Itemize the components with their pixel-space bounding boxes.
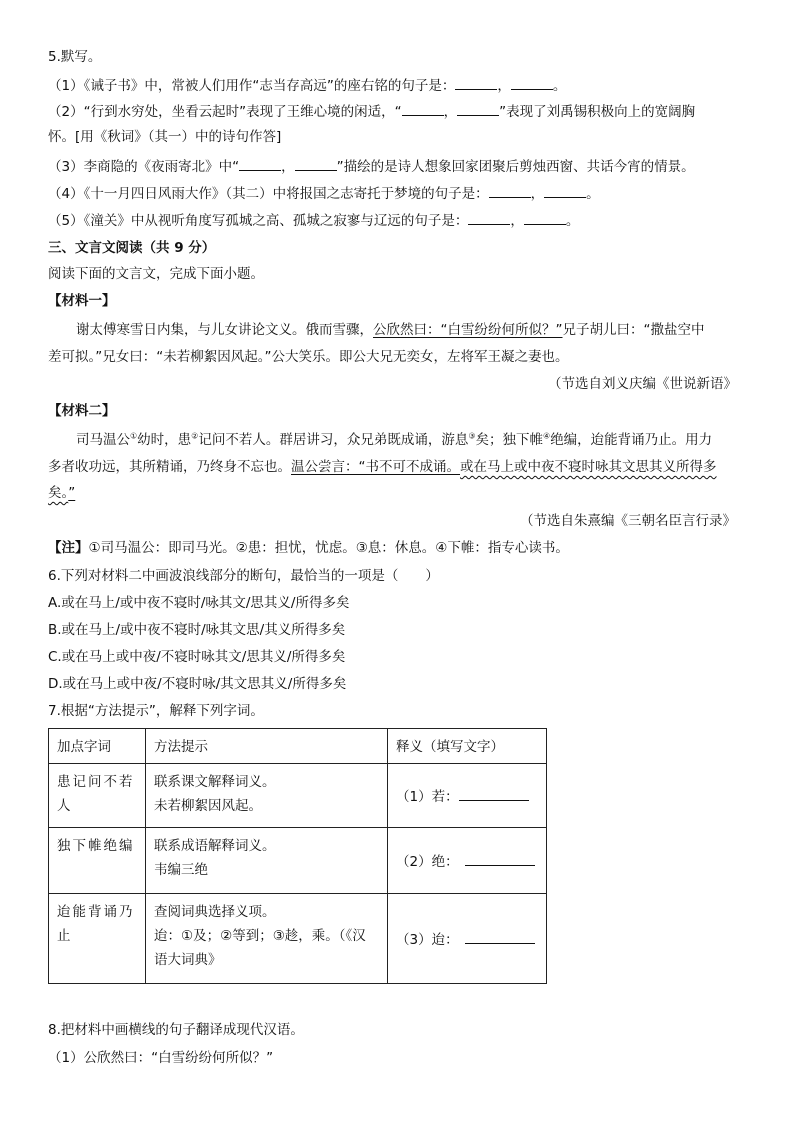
table-header-row	[49, 729, 547, 764]
q5-item-1	[48, 76, 566, 96]
answer-cell	[388, 894, 547, 984]
q6-option-b[interactable]: B.或在马上/或中夜不寝时/咏其文思/其义所得多矣	[48, 622, 346, 638]
m2-text-b: 幼时，患	[137, 432, 192, 448]
q5-item-2	[48, 102, 695, 122]
material-2-label: 【材料二】	[48, 403, 116, 419]
m2-underlined-sentence: 温公尝言：“书不可不成诵。	[291, 459, 460, 475]
q5-item-3-text-a: （3）李商隐的《夜雨寄北》中“	[48, 159, 240, 175]
answer-blank[interactable]	[468, 211, 510, 225]
answer-blank[interactable]	[295, 157, 337, 171]
q6-stem: 6.下列对材料二中画波浪线部分的断句，最恰当的一项是（ ）	[48, 568, 439, 584]
q5-item-2-text-b: ”表现了刘禹锡积极向上的宽阔胸	[499, 104, 696, 120]
answer-label: （2）绝：	[396, 853, 459, 870]
material-1-label: 【材料一】	[48, 293, 116, 309]
comma: ，	[510, 213, 524, 229]
answer-blank[interactable]	[402, 102, 444, 116]
q7-stem: 7.根据“方法提示”，解释下列字词。	[48, 703, 264, 719]
answer-cell	[388, 828, 547, 894]
material-2-line-3	[48, 483, 75, 503]
word-cell: 患记问不若人	[49, 764, 146, 828]
q5-item-4-text: （4）《十一月四日风雨大作》（其二）中将报国之志寄托于梦境的句子是：	[48, 186, 489, 202]
q8-item-1: （1）公欣然曰：“白雪纷纷何所似？”	[48, 1050, 274, 1066]
answer-blank[interactable]	[455, 76, 497, 90]
section-intro: 阅读下面的文言文，完成下面小题。	[48, 266, 264, 282]
q5-item-4	[48, 184, 600, 204]
annotation-note	[48, 538, 569, 558]
word-cell: 独下帷绝编	[49, 828, 146, 894]
answer-blank[interactable]	[457, 102, 499, 116]
q8-stem: 8.把材料中画横线的句子翻译成现代汉语。	[48, 1022, 304, 1038]
table-row	[49, 828, 547, 894]
comma: ，	[281, 159, 295, 175]
material-1-line-1	[76, 320, 705, 340]
hint-line: 联系课文解释词义。	[154, 774, 276, 790]
m2-wavy-sentence-end: 矣。	[48, 485, 69, 501]
m1-text-a: 谢太傅寒雪日内集，与儿女讲论文义。俄而雪骤，	[76, 322, 373, 338]
m1-text-b: 兄子胡儿曰：“撒盐空中	[562, 322, 705, 338]
q5-item-2-cont: 怀。[用《秋词》（其一）中的诗句作答]	[48, 129, 282, 145]
hint-line: 迨：①及；②等到；③趁，乘。（《汉语大词典》	[154, 928, 366, 968]
answer-blank[interactable]	[489, 184, 531, 198]
q6-option-a[interactable]: A.或在马上/或中夜不寝时/咏其文/思其义/所得多矣	[48, 595, 350, 611]
q5-item-5	[48, 211, 579, 231]
hint-cell	[146, 828, 388, 894]
comma: ，	[530, 186, 545, 202]
footnote-marker: ③	[468, 431, 476, 441]
answer-blank[interactable]	[465, 930, 535, 944]
hint-line: 未若柳絮因风起。	[154, 798, 262, 814]
m2-text-f: 多者收功远，其所精诵，乃终身不忘也。	[48, 459, 291, 475]
word-cell: 迨能背诵乃止	[49, 894, 146, 984]
answer-blank[interactable]	[459, 787, 529, 801]
q5-item-3-text-b: ”描绘的是诗人想象回家团聚后剪烛西窗、共话今宵的情景。	[336, 159, 695, 175]
hint-cell	[146, 894, 388, 984]
material-1-line-2: 差可拟。”兄女曰：“未若柳絮因风起。”公大笑乐。即公大兄无奕女，左将军王凝之妻也。	[48, 349, 569, 365]
comma: ，	[443, 104, 458, 120]
q5-item-1-text: （1）《诫子书》中，常被人们用作“志当存高远”的座右铭的句子是：	[48, 78, 456, 94]
table-row	[49, 764, 547, 828]
q5-title: 5.默写。	[48, 49, 102, 65]
period: 。	[565, 213, 580, 229]
answer-blank[interactable]	[544, 184, 586, 198]
note-label: 【注】	[48, 540, 89, 556]
header-cell: 释义（填写文字）	[388, 729, 547, 764]
q5-item-3	[48, 157, 695, 177]
material-2-line-1	[76, 430, 712, 450]
comma: ，	[497, 78, 511, 94]
q5-item-2-text-a: （2）“行到水穷处，坐看云起时”表现了王维心境的闲适，“	[48, 104, 402, 120]
m2-text-e: 绝编，迨能背诵乃止。用力	[550, 432, 713, 448]
footnote-marker: ①	[130, 431, 138, 441]
material-2-source: （节选自朱熹编《三朝名臣言行录》	[520, 513, 736, 529]
m2-text-a: 司马温公	[76, 432, 130, 448]
period: 。	[552, 78, 567, 94]
q6-option-c[interactable]: C.或在马上或中夜/不寝时咏其文/思其义/所得多矣	[48, 649, 346, 665]
q5-item-5-text: （5）《潼关》中从视听角度写孤城之高、孤城之寂寥与辽远的句子是：	[48, 213, 469, 229]
answer-label: （1）若：	[396, 788, 459, 805]
q7-table	[48, 728, 547, 984]
hint-line: 韦编三绝	[154, 862, 208, 878]
answer-label: （3）迨：	[396, 931, 459, 948]
note-text: ①司马温公：即司马光。②患：担忧，忧虑。③息：休息。④下帷：指专心读书。	[88, 540, 569, 556]
answer-cell	[388, 764, 547, 828]
material-1-source: （节选自刘义庆编《世说新语》	[548, 376, 737, 392]
answer-blank[interactable]	[524, 211, 566, 225]
hint-line: 联系成语解释词义。	[154, 838, 276, 854]
q6-option-d[interactable]: D.或在马上或中夜/不寝时咏/其文思其义/所得多矣	[48, 676, 347, 692]
table-row	[49, 894, 547, 984]
m2-text-d: 矣；独下帷	[475, 432, 544, 448]
header-cell: 方法提示	[146, 729, 388, 764]
material-2-line-2	[48, 457, 717, 477]
m2-wavy-sentence: 或在马上或中夜不寝时咏其文思其义所得多	[460, 459, 717, 475]
m2-text-c: 记问不若人。群居讲习，众兄弟既成诵，游息	[198, 432, 469, 448]
footnote-marker: ④	[543, 431, 551, 441]
m1-underlined-sentence: 公欣然曰：“白雪纷纷何所似？”	[373, 322, 563, 338]
section-heading: 三、文言文阅读（共 9 分）	[48, 240, 216, 256]
hint-cell	[146, 764, 388, 828]
answer-blank[interactable]	[511, 76, 553, 90]
answer-blank[interactable]	[465, 852, 535, 866]
header-cell: 加点字词	[49, 729, 146, 764]
answer-blank[interactable]	[239, 157, 281, 171]
m2-underlined-end: ”	[68, 485, 76, 501]
period: 。	[586, 186, 600, 202]
footnote-marker: ②	[191, 431, 199, 441]
hint-line: 查阅词典选择义项。	[154, 904, 276, 920]
